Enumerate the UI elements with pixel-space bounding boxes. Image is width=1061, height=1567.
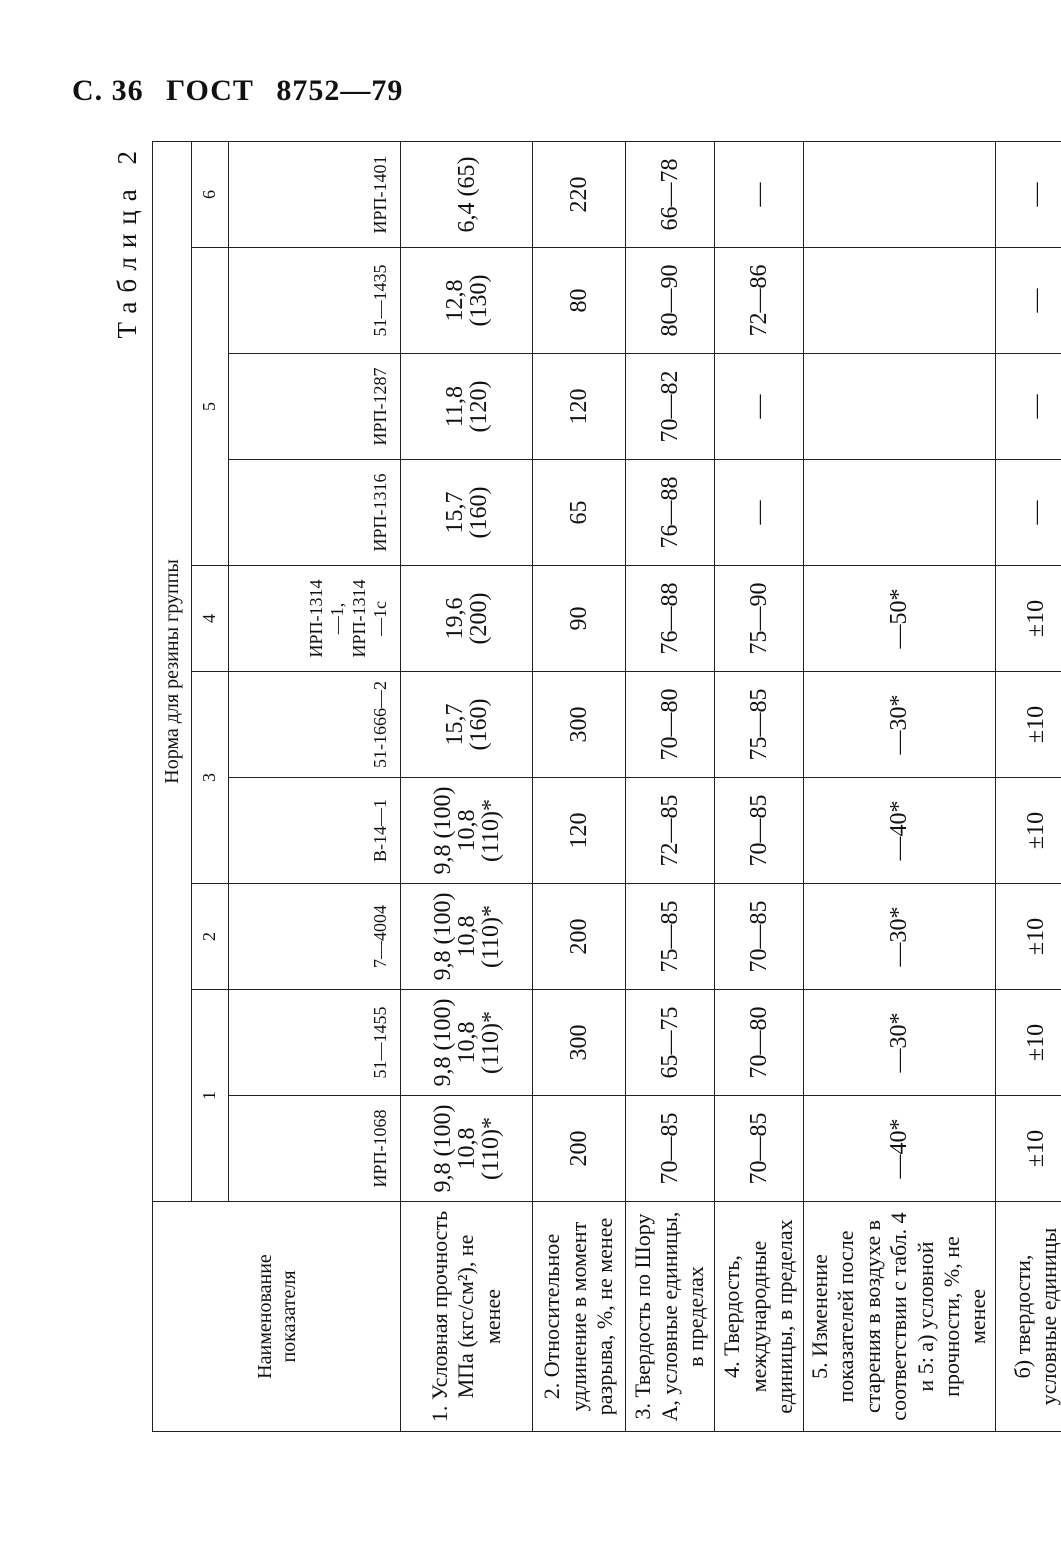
value-cell: 12,8 (130) <box>401 248 533 354</box>
value-cell: 80—90 <box>626 248 715 354</box>
param-cell: 4. Твердость, международные единицы, в пределах <box>715 1202 804 1432</box>
value-cell: 200 <box>533 1096 626 1202</box>
table-caption: Таблица 2 <box>112 142 142 339</box>
value-cell: 75—90 <box>715 566 804 672</box>
value-cell: — <box>995 141 1061 247</box>
value-cell: 120 <box>533 778 626 884</box>
group-2: 2 <box>192 884 229 990</box>
value-cell <box>804 141 996 247</box>
material-header: В-14—1 <box>229 778 401 884</box>
table-row <box>401 141 533 1431</box>
page-number: С. 36 <box>72 74 144 107</box>
value-cell: 70—82 <box>626 354 715 460</box>
value-cell: 120 <box>533 354 626 460</box>
page-header <box>72 74 417 108</box>
param-cell: 2. Относительное удлинение в момент разрыва, %, не менее <box>533 1202 626 1432</box>
value-cell: — <box>715 460 804 566</box>
material-header: ИРП-1287 <box>229 354 401 460</box>
value-cell: — <box>715 354 804 460</box>
value-cell: 220 <box>533 141 626 247</box>
standard-label: ГОСТ <box>166 74 254 107</box>
value-cell: 9,8 (100) 10,8 (110)* <box>401 990 533 1096</box>
material-header: ИРП-1316 <box>229 460 401 566</box>
value-cell: —50* <box>804 566 996 672</box>
value-cell: 72—85 <box>626 778 715 884</box>
value-cell: 76—88 <box>626 460 715 566</box>
value-cell: 75—85 <box>715 672 804 778</box>
norm-header: Норма для резины группы <box>153 141 192 1201</box>
value-cell: ±10 <box>995 990 1061 1096</box>
value-cell: ±10 <box>995 778 1061 884</box>
table-row <box>626 141 715 1431</box>
material-header: ИРП-1068 <box>229 1096 401 1202</box>
value-cell: 70—85 <box>715 884 804 990</box>
value-cell: —40* <box>804 778 996 884</box>
value-cell: —30* <box>804 884 996 990</box>
value-cell: —30* <box>804 990 996 1096</box>
value-cell: 90 <box>533 566 626 672</box>
value-cell: 9,8 (100) 10,8 (110)* <box>401 778 533 884</box>
rotated-table-block <box>107 142 1061 1432</box>
value-cell: 19,6 (200) <box>401 566 533 672</box>
spec-table <box>152 141 1061 1432</box>
value-cell: —30* <box>804 672 996 778</box>
group-1: 1 <box>192 990 229 1202</box>
value-cell: 70—85 <box>715 778 804 884</box>
value-cell: 80 <box>533 248 626 354</box>
value-cell: — <box>995 354 1061 460</box>
value-cell: ±10 <box>995 884 1061 990</box>
value-cell: — <box>995 460 1061 566</box>
material-header: 7—4004 <box>229 884 401 990</box>
standard-number: 8752—79 <box>276 74 404 107</box>
value-cell: —40* <box>804 1096 996 1202</box>
value-cell: 70—85 <box>626 1096 715 1202</box>
value-cell <box>804 248 996 354</box>
group-3: 3 <box>192 672 229 884</box>
table-row <box>715 141 804 1431</box>
table-row <box>995 141 1061 1431</box>
value-cell: 15,7 (160) <box>401 672 533 778</box>
value-cell: 11,8 (120) <box>401 354 533 460</box>
value-cell: 300 <box>533 990 626 1096</box>
value-cell: 9,8 (100) 10,8 (110)* <box>401 1096 533 1202</box>
material-header: ИРП-1401 <box>229 141 401 247</box>
value-cell: 9,8 (100) 10,8 (110)* <box>401 884 533 990</box>
param-cell: 5. Изменение показателей после старения в воздухе в соответствии с табл. 4 и 5: а) условной прочности, %, не менее <box>804 1202 996 1432</box>
value-cell: 300 <box>533 672 626 778</box>
value-cell: 72—86 <box>715 248 804 354</box>
value-cell: 6,4 (65) <box>401 141 533 247</box>
value-cell: 66—78 <box>626 141 715 247</box>
value-cell: 65 <box>533 460 626 566</box>
value-cell: ±10 <box>995 672 1061 778</box>
value-cell: 70—80 <box>626 672 715 778</box>
param-cell: б) твердости, условные единицы <box>995 1202 1061 1432</box>
value-cell <box>804 354 996 460</box>
material-header: 51-1666—2 <box>229 672 401 778</box>
param-cell: 1. Условная прочность МПа (кгс/см²), не менее <box>401 1202 533 1432</box>
value-cell: ±10 <box>995 1096 1061 1202</box>
param-cell: 3. Твердость по Шору А, условные единицы, в пределах <box>626 1202 715 1432</box>
value-cell: — <box>715 141 804 247</box>
value-cell: 70—85 <box>715 1096 804 1202</box>
value-cell: 70—80 <box>715 990 804 1096</box>
value-cell: 200 <box>533 884 626 990</box>
table-row <box>804 141 996 1431</box>
group-5: 5 <box>192 248 229 566</box>
material-header: ИРП-1314—1, ИРП-1314—1с <box>229 566 401 672</box>
value-cell: — <box>995 248 1061 354</box>
value-cell: 75—85 <box>626 884 715 990</box>
value-cell: 76—88 <box>626 566 715 672</box>
group-4: 4 <box>192 566 229 672</box>
material-header: 51—1455 <box>229 990 401 1096</box>
param-header: Наименование показателя <box>153 1202 401 1432</box>
value-cell: ±10 <box>995 566 1061 672</box>
value-cell <box>804 460 996 566</box>
material-header: 51—1435 <box>229 248 401 354</box>
group-6: 6 <box>192 141 229 247</box>
table-row <box>533 141 626 1431</box>
value-cell: 65—75 <box>626 990 715 1096</box>
value-cell: 15,7 (160) <box>401 460 533 566</box>
